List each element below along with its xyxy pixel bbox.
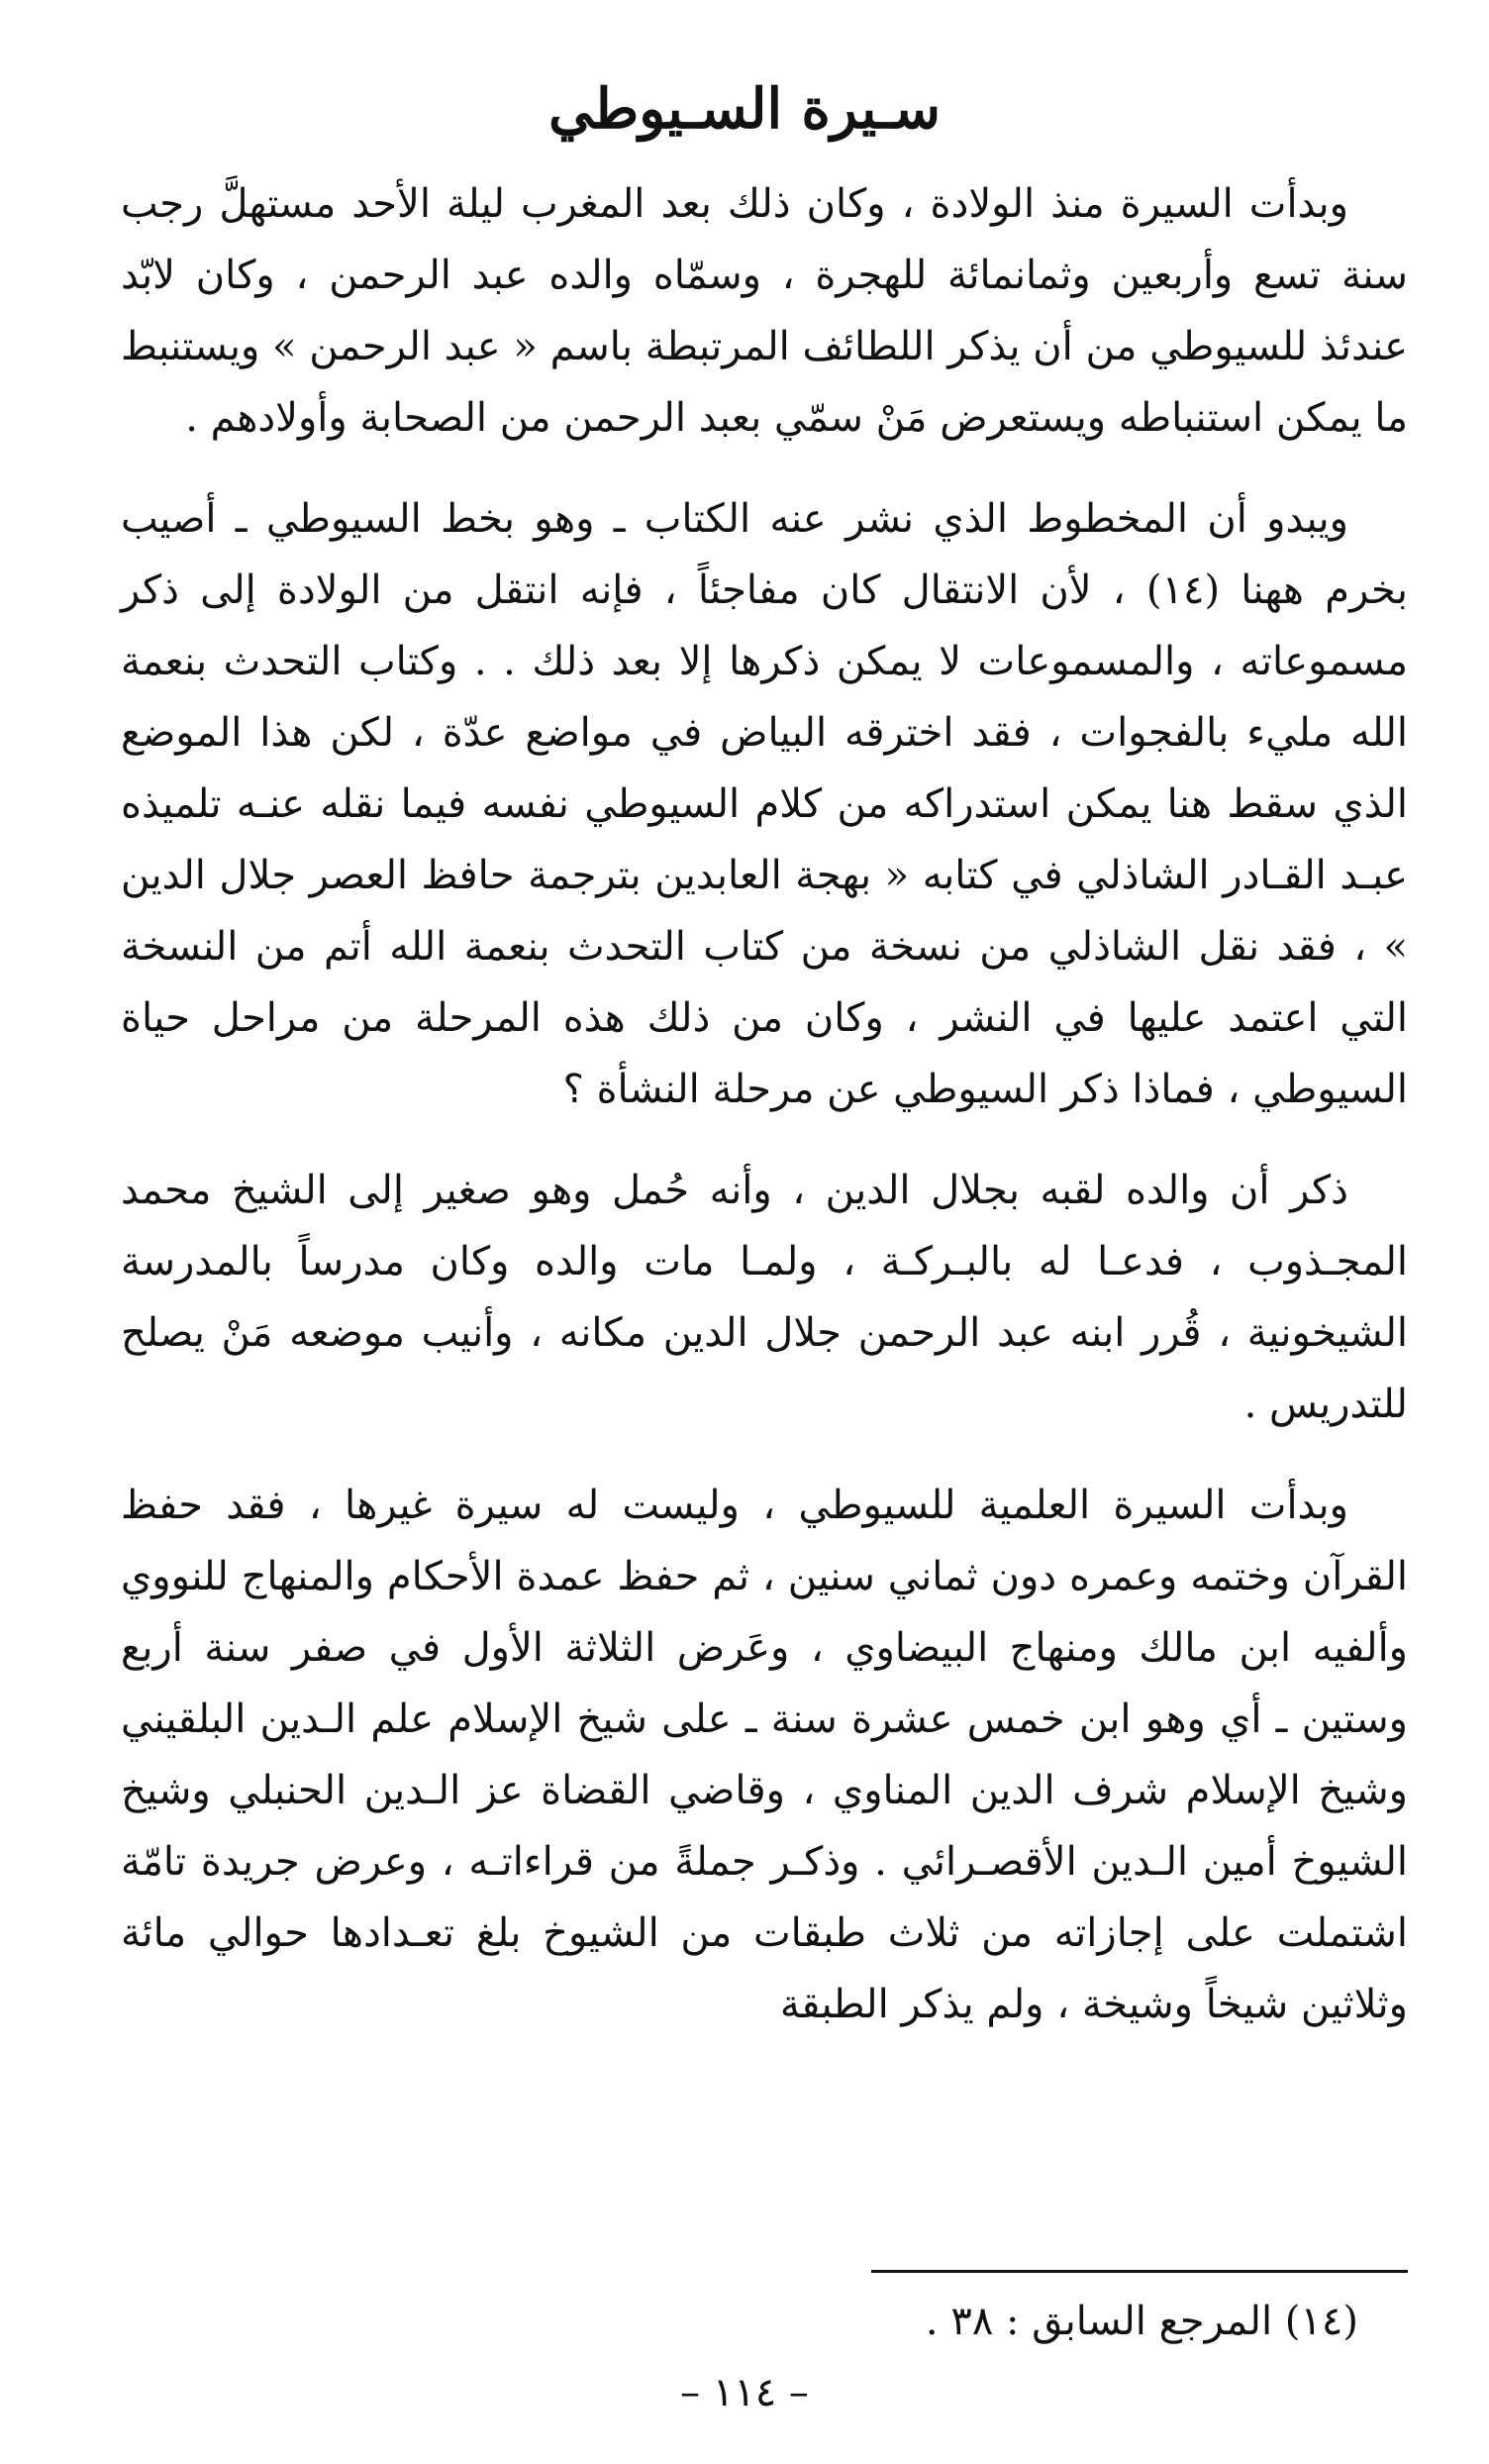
page-title: سـيرة السـيوطي — [547, 76, 942, 142]
paragraph-birth: وبدأت السيرة منذ الولادة ، وكان ذلك بعد المغرب ليلة الأحد مستهلَّ رجب سنة تسع وأربعين وثمانمائة للهجرة ، وسمّاه والده عبد الرحمن ، وكان لابّد عندئذ للسيوطي من أن يذكر اللطائف المرتبطة باسم « عبد الرحمن » ويستنبط ما يمكن استنباطه ويستعرض مَنْ سمّي بعبد الرحمن من الصحابة وأولادهم . — [121, 181, 1408, 441]
body-text — [121, 168, 1408, 2070]
footnote-divider — [871, 2270, 1408, 2273]
paragraph-scholarly-life: وبدأت السيرة العلمية للسيوطي ، وليست له سيرة غيرها ، فقد حفظ القرآن وختمه وعمره دون ثماني سنين ، ثم حفظ عمدة الأحكام والمنهاج للنووي وألفيه ابن مالك ومنهاج البيضاوي ، وعَرض الثلاثة الأول في صفر سنة أربع وستين ـ أي وهو ابن خمس عشرة سنة ـ على شيخ الإسلام علم الـدين البلقيني وشيخ الإسلام شرف الدين المناوي ، وقاضي القضاة عز الـدين الحنبلي وشيخ الشيوخ أمين الـدين الأقصـرائي . وذكـر جملةً من قراءاتـه ، وعرض جريدة تامّة اشتملت على إجازاته من ثلاث طبقات من الشيوخ بلغ تعـدادها حوالي مائة وثلاثين شيخاً وشيخة ، ولم يذكر الطبقة — [121, 1483, 1408, 2027]
page-number: – ١١٤ – — [680, 2370, 809, 2415]
paragraph-manuscript: ويبدو أن المخطوط الذي نشر عنه الكتاب ـ وهو بخط السيوطي ـ أصيب بخرم ههنا (١٤) ، لأن الانتقال كان مفاجئاً ، فإنه انتقل من الولادة إلى ذكر مسموعاته ، والمسموعات لا يمكن ذكرها إلا بعد ذلك . . وكتاب التحدث بنعمة الله مليء بالفجوات ، فقد اخترقه البياض في مواضع عدّة ، لكن هذا الموضع الذي سقط هنا يمكن استدراكه من كلام السيوطي نفسه فيما نقله عنـه تلميذه عبـد القـادر الشاذلي في كتابه « بهجة العابدين بترجمة حافظ العصر جلال الدين » ، فقد نقل الشاذلي من نسخة من كتاب التحدث بنعمة الله أتم من النسخة التي اعتمد عليها في النشر ، وكان من ذلك هذه المرحلة من مراحل حياة السيوطي ، فماذا ذكر السيوطي عن مرحلة النشأة ؟ — [121, 496, 1408, 1112]
paragraph-upbringing: ذكر أن والده لقبه بجلال الدين ، وأنه حُمل وهو صغير إلى الشيخ محمد المجـذوب ، فدعـا له بالبـركـة ، ولمـا مات والده وكان مدرساً بالمدرسة الشيخونية ، قُرر ابنه عبد الرحمن جلال الدين مكانه ، وأنيب موضعه مَنْ يصلح للتدريس . — [121, 1168, 1408, 1427]
footnote: (١٤) المرجع السابق : ٣٨ . — [925, 2299, 1358, 2344]
